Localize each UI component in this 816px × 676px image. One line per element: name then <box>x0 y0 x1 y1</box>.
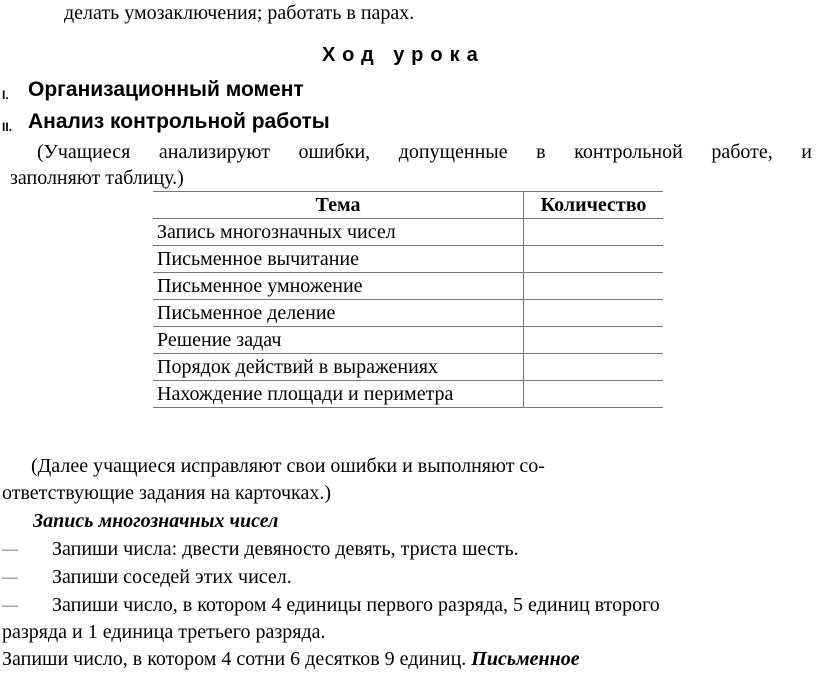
table-row <box>153 327 663 354</box>
section-number: I. <box>2 88 9 102</box>
count-cell[interactable] <box>524 273 664 300</box>
followup-paragraph-line: (Далее учащиеся исправляют свои ошибки и выполняют со- <box>31 455 545 477</box>
section-title: Анализ контрольной работы <box>28 110 330 133</box>
count-cell[interactable] <box>524 246 664 273</box>
topic-cell: Нахождение площади и периметра <box>153 381 524 408</box>
task-item: Запиши число, в котором 4 единицы первого разряда, 5 единиц второго <box>52 594 660 616</box>
count-cell[interactable] <box>524 300 664 327</box>
task-item-continuation: разряда и 1 единица третьего разряда. <box>2 621 326 643</box>
list-dash: — <box>2 569 18 586</box>
last-line-text: Запиши число, в котором 4 сотни 6 десятков 9 единиц. <box>2 648 467 670</box>
followup-paragraph-line: ответствующие задания на карточках.) <box>2 482 331 504</box>
subsection-title: Запись многозначных чисел <box>33 510 279 532</box>
task-item: Запиши числа: двести девяносто девять, триста шесть. <box>52 538 519 560</box>
topic-cell: Порядок действий в выражениях <box>153 354 524 381</box>
last-line <box>2 648 580 671</box>
error-analysis-table <box>153 191 663 408</box>
next-heading: Письменное <box>471 648 580 670</box>
intro-paragraph-line: заполняют таблицу.) <box>10 167 184 189</box>
topic-cell: Письменное вычитание <box>153 246 524 273</box>
table-row <box>153 246 663 273</box>
count-cell[interactable] <box>524 327 664 354</box>
top-line: делать умозаключения; работать в парах. <box>64 2 415 24</box>
section-number: II. <box>2 120 13 134</box>
topic-cell: Письменное умножение <box>153 273 524 300</box>
table-header-row <box>153 192 663 219</box>
intro-paragraph-line: (Учащиеся анализируют ошибки, допущенные в контрольной работе, и <box>37 141 812 163</box>
count-cell[interactable] <box>524 354 664 381</box>
table-row <box>153 354 663 381</box>
count-cell[interactable] <box>524 381 664 408</box>
topic-cell: Запись многозначных чисел <box>153 219 524 246</box>
table-row <box>153 219 663 246</box>
lesson-heading: Ход урока <box>322 44 485 66</box>
table-row <box>153 273 663 300</box>
column-header-topic: Тема <box>153 192 524 219</box>
task-item: Запиши соседей этих чисел. <box>52 566 292 588</box>
section-title: Организационный момент <box>28 78 304 101</box>
topic-cell: Решение задач <box>153 327 524 354</box>
table-row <box>153 381 663 408</box>
count-cell[interactable] <box>524 219 664 246</box>
column-header-count: Количество <box>524 192 664 219</box>
table-row <box>153 300 663 327</box>
list-dash: — <box>2 541 18 558</box>
list-dash: — <box>2 597 18 614</box>
topic-cell: Письменное деление <box>153 300 524 327</box>
